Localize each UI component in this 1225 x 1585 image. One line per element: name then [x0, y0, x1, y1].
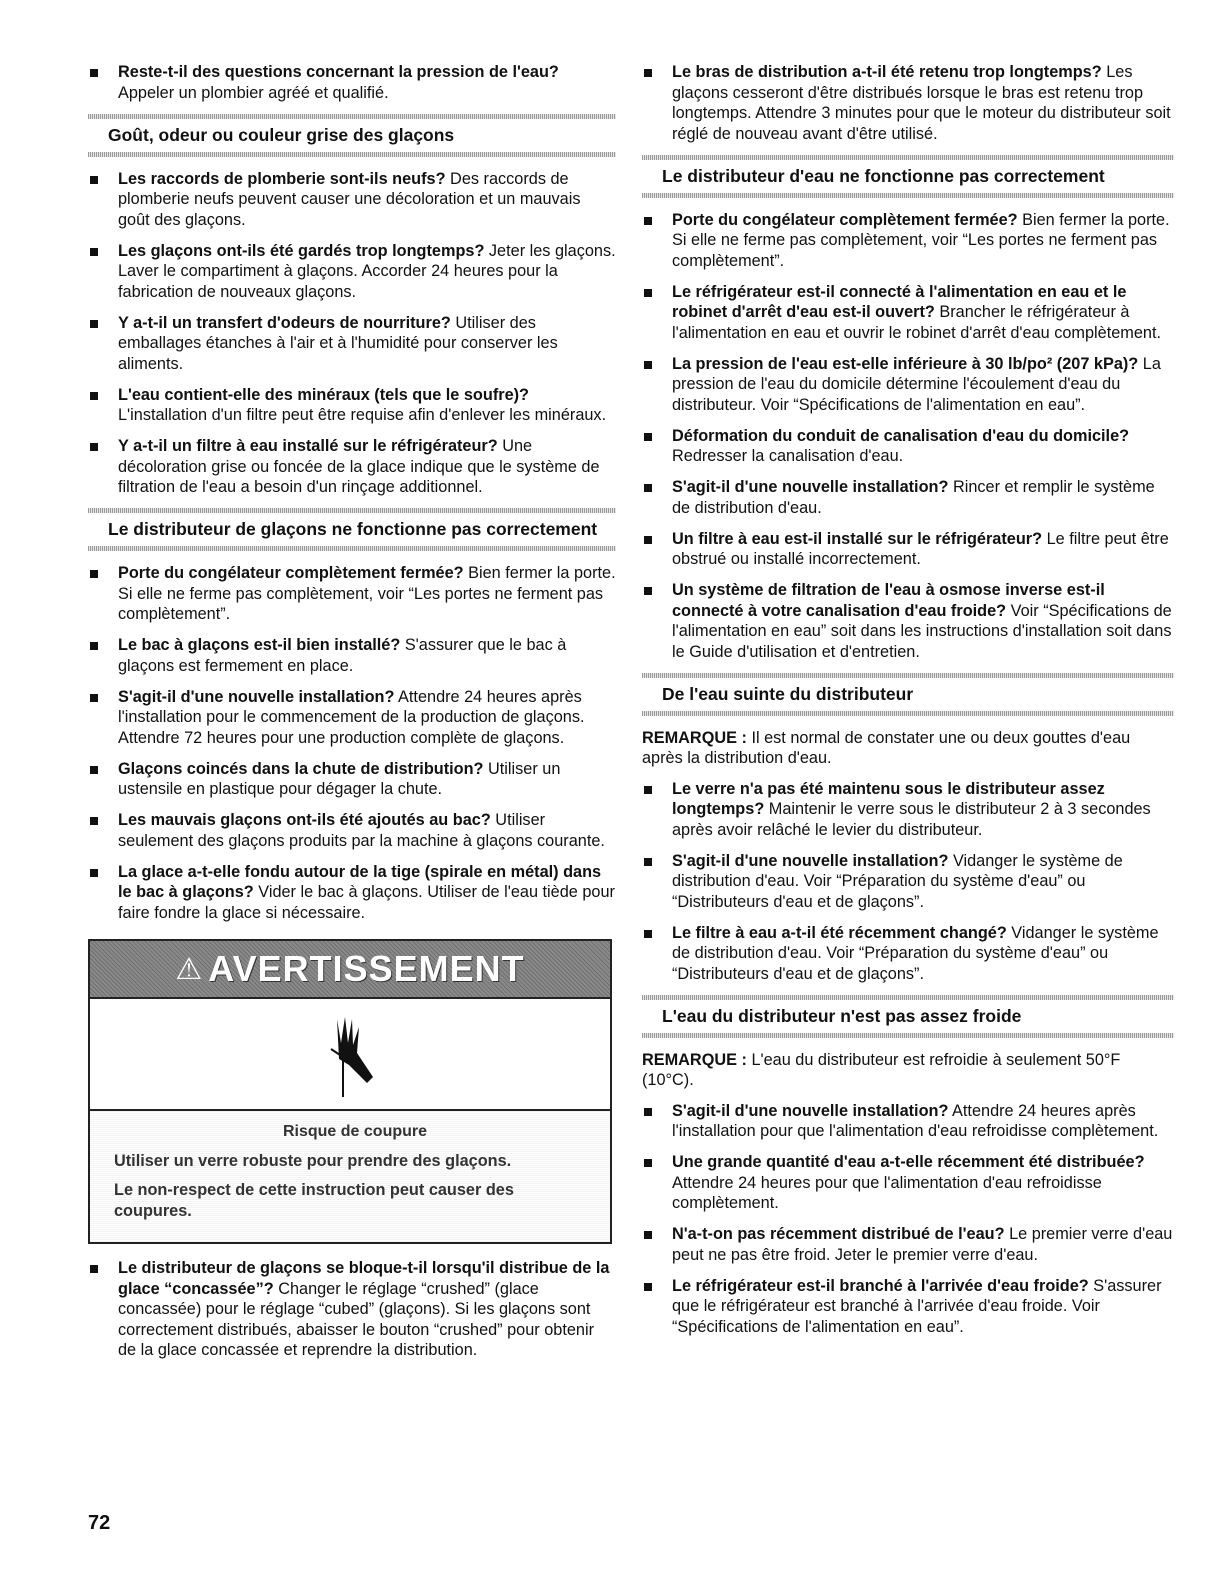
question: Reste-t-il des questions concernant la pression de l'eau? — [118, 63, 559, 81]
divider — [88, 152, 616, 157]
warning-box — [88, 939, 612, 1244]
answer: Des raccords de plomberie neufs peuvent causer une décoloration et un mauvais goût des glaçons. — [118, 169, 581, 229]
bullet-icon — [90, 69, 98, 77]
list-item — [642, 354, 1174, 416]
divider — [88, 546, 616, 551]
warning-consequence: Le non-respect de cette instruction peut causer des coupures. — [114, 1181, 514, 1220]
question: Une grande quantité d'eau a-t-elle récemment été distribuée? — [672, 1153, 1145, 1171]
bullet-icon — [90, 570, 98, 578]
note-label: REMARQUE : — [642, 1050, 747, 1069]
section-title: Le distributeur d'eau ne fonctionne pas correctement — [662, 165, 1105, 186]
warning-risk: Risque de coupure — [282, 1123, 428, 1140]
answer: Les glaçons cesseront d'être distribués lorsque le bras est retenu trop longtemps. Attendre 3 minutes pour que le moteur du distributeur soit réglé de nouveau avant d'être utilisé. — [672, 63, 1171, 143]
answer: Jeter les glaçons. Laver le compartiment à glaçons. Accorder 24 heures pour la fabrication de nouveaux glaçons. — [118, 241, 616, 301]
answer: Bien fermer la porte. Si elle ne ferme pas complètement, voir “Les portes ne ferment pas complètement”. — [672, 210, 1170, 270]
answer: Rincer et remplir le système de distribution d'eau. — [672, 478, 1155, 517]
warning-instruction: Utiliser un verre robuste pour prendre des glaçons. — [114, 1152, 512, 1170]
list-item — [642, 426, 1174, 467]
bullet-icon — [90, 869, 98, 877]
bullet-icon — [644, 1231, 652, 1239]
page-number: 72 — [88, 1512, 111, 1534]
answer: Voir “Spécifications de l'alimentation en eau” soit dans les instructions d'installation soit dans le Guide d'utilisation et d'entretien. — [672, 601, 1172, 661]
bullet-icon — [644, 858, 652, 866]
list-item — [642, 62, 1174, 144]
answer: Vidanger le système de distribution d'eau. Voir “Préparation du système d'eau” ou “Distributeurs d'eau et de glaçons”. — [672, 851, 1123, 911]
bullet-icon — [90, 694, 98, 702]
list-item — [88, 563, 616, 625]
bullet-icon — [90, 320, 98, 328]
list-item — [642, 923, 1174, 985]
list-item — [642, 779, 1174, 841]
list-item — [642, 1276, 1174, 1338]
bullet-icon — [644, 1159, 652, 1167]
list-item — [88, 862, 616, 924]
list-item — [642, 1224, 1174, 1265]
bullet-icon — [644, 536, 652, 544]
bullet-icon — [644, 289, 652, 297]
question: Les glaçons ont-ils été gardés trop longtemps? — [118, 241, 485, 260]
list-item — [642, 580, 1174, 662]
divider — [642, 711, 1174, 716]
bullet-icon — [644, 361, 652, 369]
question: Les mauvais glaçons ont-ils été ajoutés au bac? — [118, 811, 491, 829]
answer: Le filtre peut être obstrué ou installé incorrectement. — [672, 529, 1169, 568]
note-text: Il est normal de constater une ou deux gouttes d'eau après la distribution d'eau. — [642, 728, 1131, 767]
bullet-icon — [644, 484, 652, 492]
list-item — [642, 1152, 1174, 1214]
answer: Bien fermer la porte. Si elle ne ferme pas complètement, voir “Les portes ne ferment pas complètement”. — [118, 564, 616, 623]
list-item — [642, 1101, 1174, 1142]
answer: Une décoloration grise ou foncée de la glace indique que le système de filtration de l'eau a besoin d'un rinçage additionnel. — [118, 437, 600, 496]
note — [642, 1050, 1174, 1091]
list-item — [88, 810, 616, 851]
list-item — [642, 282, 1174, 344]
bullet-icon — [90, 1265, 98, 1273]
bullet-icon — [644, 1108, 652, 1116]
answer: Vidanger le système de distribution d'eau. Voir “Préparation du système d'eau” ou “Distributeurs d'eau et de glaçons”. — [672, 923, 1159, 983]
bullet-icon — [90, 392, 98, 400]
bullet-icon — [90, 248, 98, 256]
answer: Utiliser seulement des glaçons produits par la machine à glaçons courante. — [118, 811, 605, 850]
section-header — [88, 508, 616, 551]
list-item — [88, 687, 616, 749]
section-title: Goût, odeur ou couleur grise des glaçons — [108, 124, 455, 145]
left-column — [88, 62, 616, 1371]
list-item — [88, 635, 616, 676]
divider — [642, 193, 1174, 198]
question: Glaçons coincés dans la chute de distribution? — [118, 759, 484, 778]
list-item — [88, 385, 616, 426]
question: Le distributeur de glaçons se bloque-t-il lorsqu'il distribue de la glace “concassée”? — [118, 1259, 610, 1298]
question: Le bac à glaçons est-il bien installé? — [118, 636, 401, 654]
answer: Attendre 24 heures pour que l'alimentation d'eau refroidisse complètement. — [672, 1173, 1102, 1212]
question: N'a-t-on pas récemment distribué de l'eau? — [672, 1225, 1005, 1243]
question: Un système de filtration de l'eau à osmose inverse est-il connecté à votre canalisation d'eau froide? — [672, 581, 1105, 620]
question: Les raccords de plomberie sont-ils neufs? — [118, 169, 446, 188]
list-item — [642, 529, 1174, 570]
answer: Utiliser des emballages étanches à l'air et à l'humidité pour conserver les aliments. — [118, 313, 558, 373]
right-column — [642, 62, 1174, 1348]
section-header — [642, 673, 1174, 716]
bullet-icon — [644, 217, 652, 225]
section-title: De l'eau suinte du distributeur — [662, 683, 914, 704]
answer: Changer le réglage “crushed” (glace concassée) pour le réglage “cubed” (glaçons). Si les glaçons sont correctement distribués, abaisser le bouton “crushed” pour obtenir de la glace concassée et reprendre la distribution. — [118, 1279, 595, 1359]
answer: Appeler un plombier agréé et qualifié. — [118, 83, 389, 102]
note-label: REMARQUE : — [642, 728, 747, 747]
question: S'agit-il d'une nouvelle installation? — [672, 478, 949, 496]
list-item — [642, 210, 1174, 272]
list-item — [88, 436, 616, 498]
divider — [642, 1033, 1174, 1038]
note — [642, 728, 1174, 769]
list-item — [88, 241, 616, 303]
answer: La pression de l'eau du domicile détermine l'écoulement d'eau du distributeur. Voir “Spécifications de l'alimentation en eau”. — [672, 354, 1161, 414]
answer: Attendre 24 heures après l'installation pour le commencement de la production de glaçons. Attendre 72 heures pour une production complète de glaçons. — [118, 687, 585, 747]
bullet-icon — [90, 642, 98, 650]
answer: Brancher le réfrigérateur à l'alimentation en eau et ouvrir le robinet d'arrêt d'eau complètement. — [672, 303, 1161, 342]
cut-hazard-symbol — [90, 997, 610, 1111]
bullet-icon — [90, 766, 98, 774]
list-item — [88, 759, 616, 800]
bullet-icon — [644, 1283, 652, 1291]
answer: S'assurer que le réfrigérateur est branché à l'arrivée d'eau froide. Voir “Spécifications de l'alimentation en eau”. — [672, 1276, 1162, 1336]
question: Porte du congélateur complètement fermée? — [672, 210, 1018, 229]
section-title: L'eau du distributeur n'est pas assez froide — [662, 1005, 1022, 1026]
answer: Le premier verre d'eau peut ne pas être froid. Jeter le premier verre d'eau. — [672, 1225, 1173, 1264]
list-item — [642, 851, 1174, 913]
answer: Maintenir le verre sous le distributeur 2 à 3 secondes après avoir relâché le levier du distributeur. — [672, 800, 1151, 839]
question: Y a-t-il un transfert d'odeurs de nourriture? — [118, 313, 451, 332]
warning-header — [90, 941, 610, 997]
question: Le réfrigérateur est-il connecté à l'alimentation en eau et le robinet d'arrêt d'eau est-il ouvert? — [672, 282, 1127, 321]
section-header — [642, 155, 1174, 198]
bullet-icon — [644, 930, 652, 938]
answer: Vider le bac à glaçons. Utiliser de l'eau tiède pour faire fondre la glace si nécessaire. — [118, 883, 615, 922]
question: L'eau contient-elle des minéraux (tels que le soufre)? — [118, 385, 529, 404]
list-item — [88, 1258, 616, 1361]
question: Y a-t-il un filtre à eau installé sur le réfrigérateur? — [118, 437, 498, 455]
list-item — [642, 477, 1174, 518]
question: Le réfrigérateur est-il branché à l'arrivée d'eau froide? — [672, 1276, 1089, 1295]
question: Le filtre à eau a-t-il été récemment changé? — [672, 923, 1007, 942]
list-item — [88, 313, 616, 375]
question: La pression de l'eau est-elle inférieure à 30 lb/po² (207 kPa)? — [672, 354, 1139, 373]
question: Porte du congélateur complètement fermée? — [118, 564, 464, 582]
answer: Redresser la canalisation d'eau. — [672, 447, 904, 465]
bullet-icon — [90, 176, 98, 184]
bullet-icon — [90, 817, 98, 825]
question: Le verre n'a pas été maintenu sous le distributeur assez longtemps? — [672, 779, 1105, 818]
question: S'agit-il d'une nouvelle installation? — [672, 851, 949, 870]
question: S'agit-il d'une nouvelle installation? — [118, 687, 395, 706]
question: Un filtre à eau est-il installé sur le réfrigérateur? — [672, 529, 1043, 548]
answer: Utiliser un ustensile en plastique pour dégager la chute. — [118, 759, 561, 798]
section-header — [642, 995, 1174, 1038]
cut-hand-icon — [315, 1009, 385, 1099]
answer: L'installation d'un filtre peut être requise afin d'enlever les minéraux. — [118, 406, 607, 424]
warning-triangle-icon: ⚠ — [175, 952, 203, 986]
note-text: L'eau du distributeur est refroidie à seulement 50°F (10°C). — [642, 1050, 1121, 1089]
bullet-icon — [644, 786, 652, 794]
question: S'agit-il d'une nouvelle installation? — [672, 1101, 949, 1120]
answer: S'assurer que le bac à glaçons est fermement en place. — [118, 636, 567, 675]
question: Déformation du conduit de canalisation d'eau du domicile? — [672, 426, 1130, 445]
warning-body — [90, 1111, 610, 1242]
question: La glace a-t-elle fondu autour de la tige (spirale en métal) dans le bac à glaçons? — [118, 862, 602, 901]
bullet-icon — [644, 69, 652, 77]
answer: Attendre 24 heures après l'installation pour que l'alimentation d'eau refroidisse complètement. — [672, 1101, 1159, 1140]
section-header — [88, 114, 616, 157]
bullet-icon — [90, 443, 98, 451]
section-title: Le distributeur de glaçons ne fonctionne pas correctement — [108, 519, 598, 539]
question: Le bras de distribution a-t-il été retenu trop longtemps? — [672, 63, 1102, 81]
bullet-icon — [644, 587, 652, 595]
list-item — [88, 169, 616, 231]
list-item — [88, 62, 616, 103]
warning-title: AVERTISSEMENT — [208, 948, 525, 989]
bullet-icon — [644, 433, 652, 441]
